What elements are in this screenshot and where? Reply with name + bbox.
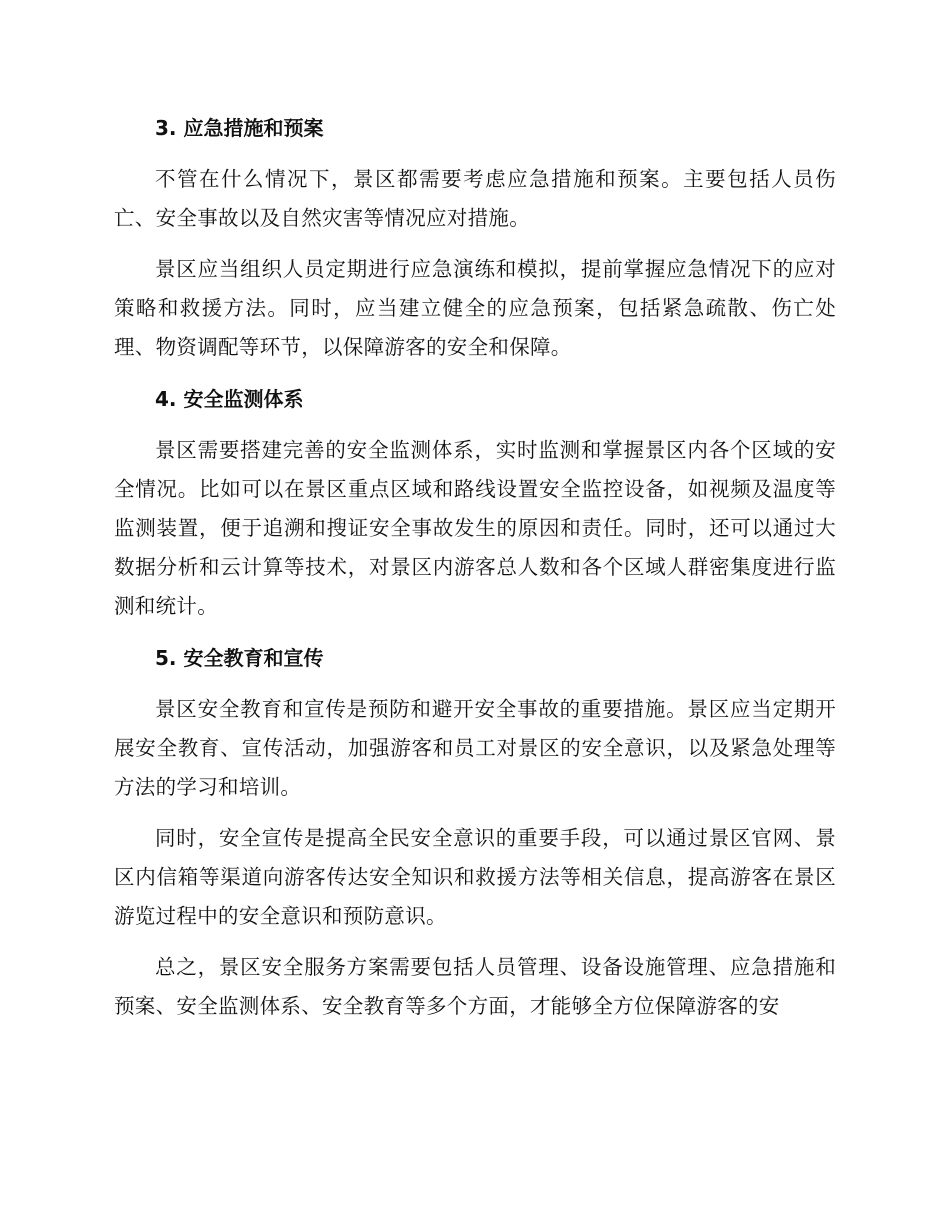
paragraph: 景区需要搭建完善的安全监测体系，实时监测和掌握景区内各个区域的安全情况。比如可以在景区重点区域和路线设置安全监控设备，如视频及温度等监测装置，便于追溯和搜证安全事故发生的原因和责任。同时，还可以通过大数据分析和云计算等技术，对景区内游客总人数和各个区域人群密集度进行监测和统计。 xyxy=(114,438,836,618)
paragraph: 不管在什么情况下，景区都需要考虑应急措施和预案。主要包括人员伤亡、安全事故以及自然灾害等情况应对措施。 xyxy=(114,167,836,230)
paragraph: 景区安全教育和宣传是预防和避开安全事故的重要措施。景区应当定期开展安全教育、宣传活动，加强游客和员工对景区的安全意识，以及紧急处理等方法的学习和培训。 xyxy=(114,697,836,799)
paragraph: 总之，景区安全服务方案需要包括人员管理、设备设施管理、应急措施和预案、安全监测体系、安全教育等多个方面，才能够全方位保障游客的安 xyxy=(114,955,836,1018)
paragraph: 景区应当组织人员定期进行应急演练和模拟，提前掌握应急情况下的应对策略和救援方法。同时，应当建立健全的应急预案，包括紧急疏散、伤亡处理、物资调配等环节，以保障游客的安全和保障。 xyxy=(114,257,836,359)
section-heading-education: 5. 安全教育和宣传 xyxy=(155,646,324,670)
document-body xyxy=(114,108,836,1038)
section-heading-monitoring: 4. 安全监测体系 xyxy=(155,387,304,411)
section-heading-emergency: 3. 应急措施和预案 xyxy=(155,116,324,140)
paragraph: 同时，安全宣传是提高全民安全意识的重要手段，可以通过景区官网、景区内信箱等渠道向游客传达安全知识和救援方法等相关信息，提高游客在景区游览过程中的安全意识和预防意识。 xyxy=(114,826,836,928)
